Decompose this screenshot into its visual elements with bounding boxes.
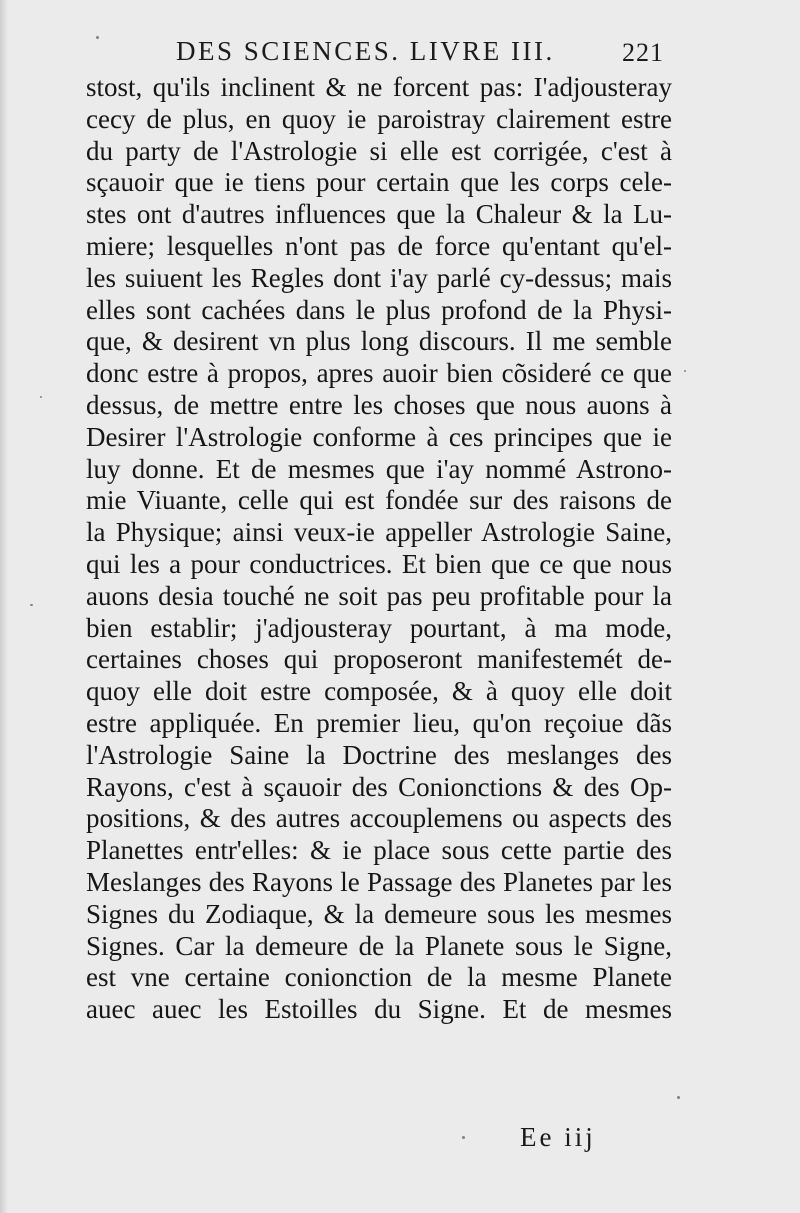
ink-speck [462,1136,465,1139]
text-line: est vne certaine conionction de la mesme Planete [86,962,672,993]
text-line: cecy de plus, en quoy ie paroistray clairement estre [86,103,672,134]
text-line: luy donne. Et de mesmes que i'ay nommé Astrono- [86,453,672,484]
text-line: miere; lesquelles n'ont pas de force qu'entant qu'el- [86,230,672,261]
signature-mark: Ee iij [520,1122,596,1152]
ink-speck [677,1096,680,1099]
text-line: mie Viuante, celle qui est fondée sur des raisons de [86,485,672,516]
running-title: DES SCIENCES. LIVRE III. [176,36,555,66]
text-line: auons desia touché ne soit pas peu profitable pour la [86,580,672,611]
text-line: qui les a pour conductrices. Et bien que ce que nous [86,548,672,579]
page-edge-shadow [0,0,8,1213]
text-line: Signes. Car la demeure de la Planete sous le Signe, [86,930,672,961]
text-line: donc estre à propos, apres auoir bien cõsideré ce que [86,358,672,389]
page-number: 221 [622,38,664,67]
ink-speck [30,604,33,606]
body-text [86,72,672,1026]
text-line: stost, qu'ils inclinent & ne forcent pas: I'adjousteray [86,72,672,102]
ink-speck [40,396,42,398]
text-line: Rayons, c'est à sçauoir des Conionctions & des Op- [86,771,672,802]
text-line: que, & desirent vn plus long discours. Il me semble [86,326,672,357]
text-line: la Physique; ainsi veux-ie appeller Astrologie Saine, [86,517,672,548]
text-line: auec auec les Estoilles du Signe. Et de mesmes [86,994,672,1025]
text-line: certaines choses qui proposeront manifestemét de- [86,644,672,675]
text-line: dessus, de mettre entre les choses que nous auons à [86,389,672,420]
text-line: elles sont cachées dans le plus profond de la Physi- [86,294,672,325]
text-line: quoy elle doit estre composée, & à quoy elle doit [86,676,672,707]
text-line: Planettes entr'elles: & ie place sous cette partie des [86,835,672,866]
ink-speck [96,36,99,39]
text-line: Desirer l'Astrologie conforme à ces principes que ie [86,421,672,452]
text-line: positions, & des autres accouplemens ou aspects des [86,803,672,834]
text-line: les suiuent les Regles dont i'ay parlé cy-dessus; mais [86,262,672,293]
text-line: Meslanges des Rayons le Passage des Planetes par les [86,866,672,897]
running-head [0,30,800,70]
text-line: du party de l'Astrologie si elle est corrigée, c'est à [86,135,672,166]
text-line: bien establir; j'adjousteray pourtant, à ma mode, [86,612,672,643]
text-line: l'Astrologie Saine la Doctrine des meslanges des [86,739,672,770]
ink-speck [684,370,686,372]
text-line: estre appliquée. En premier lieu, qu'on reçoiue dãs [86,707,672,738]
text-line: stes ont d'autres influences que la Chaleur & la Lu- [86,199,672,230]
text-line: Signes du Zodiaque, & la demeure sous les mesmes [86,898,672,929]
text-line: sçauoir que ie tiens pour certain que les corps cele- [86,167,672,198]
